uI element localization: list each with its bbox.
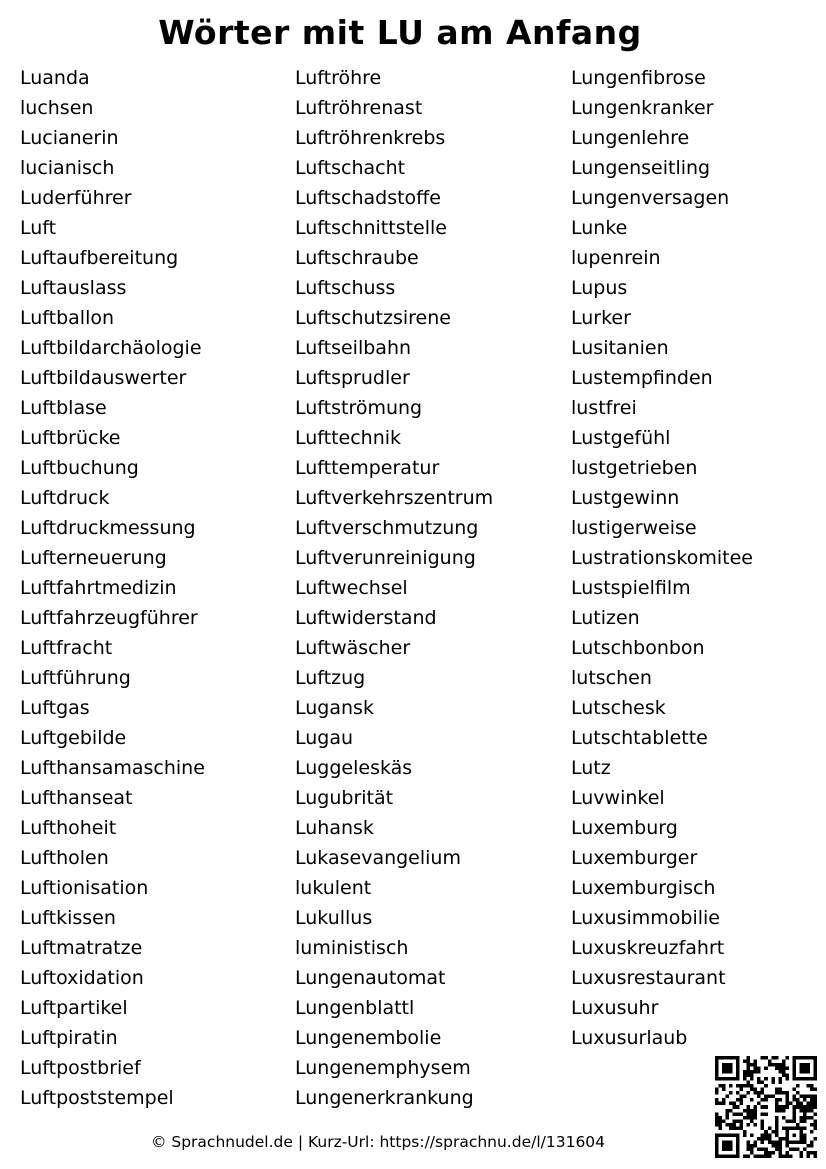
word-list-item: Luftschnittstelle	[295, 217, 447, 239]
word-list-item: Luftgas	[20, 697, 90, 719]
word-list-item: lustgetrieben	[571, 457, 698, 479]
word-list-item: Luftgebilde	[20, 727, 127, 749]
word-list-item: Luxusimmobilie	[571, 907, 720, 929]
word-list-item: lupenrein	[571, 247, 661, 269]
word-list-item: Luftpartikel	[20, 997, 128, 1019]
word-list-item: Luftpoststempel	[20, 1087, 174, 1109]
word-list-item: Luftfahrzeugführer	[20, 607, 198, 629]
word-list-item: Luftzug	[295, 667, 366, 689]
word-list-item: Luftbildauswerter	[20, 367, 187, 389]
word-list-item: Lustempfinden	[571, 367, 713, 389]
word-list-item: Luftverkehrszentrum	[295, 487, 494, 509]
word-list-item: Luxemburger	[571, 847, 698, 869]
word-column-3	[571, 63, 753, 1053]
word-list-item: Luxusuhr	[571, 997, 659, 1019]
word-list-item: Luvwinkel	[571, 787, 665, 809]
word-list-item: Lufterneuerung	[20, 547, 167, 569]
word-list-item: Lungenembolie	[295, 1027, 442, 1049]
word-list-item: Luftmatratze	[20, 937, 143, 959]
word-list-item: luchsen	[20, 97, 94, 119]
word-list-item: Lustgefühl	[571, 427, 671, 449]
word-list-item: Luftbildarchäologie	[20, 337, 202, 359]
word-list-item: Luftholen	[20, 847, 109, 869]
word-column-2	[295, 63, 493, 1113]
word-list-item: Luftschacht	[295, 157, 406, 179]
word-list-item: Luftsprudler	[295, 367, 410, 389]
word-list-item: Luxusurlaub	[571, 1027, 688, 1049]
word-list-item: Lugubrität	[295, 787, 394, 809]
word-list-item: Lungenseitling	[571, 157, 711, 179]
word-list-item: Luftschadstoffe	[295, 187, 441, 209]
word-list-item: Luftionisation	[20, 877, 149, 899]
word-list-item: Luftschuss	[295, 277, 396, 299]
word-list-item: Lungenautomat	[295, 967, 446, 989]
word-list-item: Luftführung	[20, 667, 131, 689]
word-list-item: Lungenblattl	[295, 997, 415, 1019]
word-list-item: Luftaufbereitung	[20, 247, 179, 269]
word-list-item: Luftdruck	[20, 487, 110, 509]
word-list-item: Luanda	[20, 67, 90, 89]
word-list-item: Lugansk	[295, 697, 374, 719]
word-list-item: Lupus	[571, 277, 628, 299]
word-list-item: Luftdruckmessung	[20, 517, 196, 539]
word-list-item: Lungenfibrose	[571, 67, 706, 89]
word-list-item: Lufttechnik	[295, 427, 402, 449]
word-list-item: Lutschtablette	[571, 727, 708, 749]
word-list-item: Lufttemperatur	[295, 457, 440, 479]
word-list-item: Lufthanseat	[20, 787, 133, 809]
word-list-item: Luftströmung	[295, 397, 423, 419]
word-list-item: Luftwechsel	[295, 577, 408, 599]
word-list-item: Lucianerin	[20, 127, 119, 149]
word-list-item: Luftwiderstand	[295, 607, 437, 629]
word-list-item: Lufthansamaschine	[20, 757, 205, 779]
word-list-item: Lukullus	[295, 907, 373, 929]
word-list-item: lustigerweise	[571, 517, 697, 539]
word-list-item: Lunke	[571, 217, 628, 239]
word-list-item: Luftfracht	[20, 637, 113, 659]
word-list-item: Luftbrücke	[20, 427, 121, 449]
word-list-item: Lustgewinn	[571, 487, 680, 509]
word-list-item: Luftschraube	[295, 247, 419, 269]
word-list-item: Lufthoheit	[20, 817, 117, 839]
word-list-item: Lustspielfilm	[571, 577, 691, 599]
word-list-item: Lungenerkrankung	[295, 1087, 474, 1109]
word-list-item: Luftblase	[20, 397, 107, 419]
word-list-item: Luxusrestaurant	[571, 967, 726, 989]
word-list-item: Luftschutzsirene	[295, 307, 451, 329]
word-list-item: Luftauslass	[20, 277, 127, 299]
word-list-item: Lurker	[571, 307, 631, 329]
word-list-item: Lungenversagen	[571, 187, 730, 209]
word-list-item: Luftseilbahn	[295, 337, 412, 359]
word-list-item: Luftröhrenkrebs	[295, 127, 446, 149]
word-list-item: Luxemburg	[571, 817, 678, 839]
word-list-item: Lustrationskomitee	[571, 547, 753, 569]
footer-credit: © Sprachnudel.de | Kurz-Url: https://sprachnu.de/l/131604	[150, 1133, 606, 1151]
word-list-item: Lutizen	[571, 607, 640, 629]
word-list-item: Lutschbonbon	[571, 637, 705, 659]
word-list-item: lukulent	[295, 877, 372, 899]
word-column-1	[20, 63, 205, 1113]
word-list-item: lustfrei	[571, 397, 637, 419]
word-list-item: Luftballon	[20, 307, 115, 329]
word-list-item: Luhansk	[295, 817, 374, 839]
word-list-item: Lusitanien	[571, 337, 669, 359]
word-list-item: Luftverschmutzung	[295, 517, 479, 539]
word-list-item: Lungenkranker	[571, 97, 714, 119]
word-list-item: Luftpiratin	[20, 1027, 118, 1049]
word-list-item: Luxuskreuzfahrt	[571, 937, 725, 959]
word-list-item: Lugau	[295, 727, 354, 749]
word-list-item: Luftkissen	[20, 907, 116, 929]
word-list-item: Luft	[20, 217, 57, 239]
word-list-item: Lungenemphysem	[295, 1057, 471, 1079]
word-list-item: Lukasevangelium	[295, 847, 461, 869]
word-list-item: luministisch	[295, 937, 409, 959]
word-list-item: Lutschesk	[571, 697, 666, 719]
word-list-item: Luftfahrtmedizin	[20, 577, 177, 599]
word-list-item: Luderführer	[20, 187, 132, 209]
word-list-item: Luxemburgisch	[571, 877, 716, 899]
word-list-item: Luftbuchung	[20, 457, 139, 479]
word-list-item: Lungenlehre	[571, 127, 690, 149]
word-list-item: lucianisch	[20, 157, 115, 179]
word-list-item: Luggeleskäs	[295, 757, 413, 779]
word-list-item: Luftoxidation	[20, 967, 144, 989]
word-list-item: Luftwäscher	[295, 637, 411, 659]
word-list-item: Luftröhrenast	[295, 97, 423, 119]
word-list-item: Lutz	[571, 757, 611, 779]
word-list-item: Luftröhre	[295, 67, 382, 89]
page-title: Wörter mit LU am Anfang	[158, 13, 642, 52]
word-list-item: lutschen	[571, 667, 652, 689]
word-list-item: Luftverunreinigung	[295, 547, 476, 569]
word-list-item: Luftpostbrief	[20, 1057, 141, 1079]
